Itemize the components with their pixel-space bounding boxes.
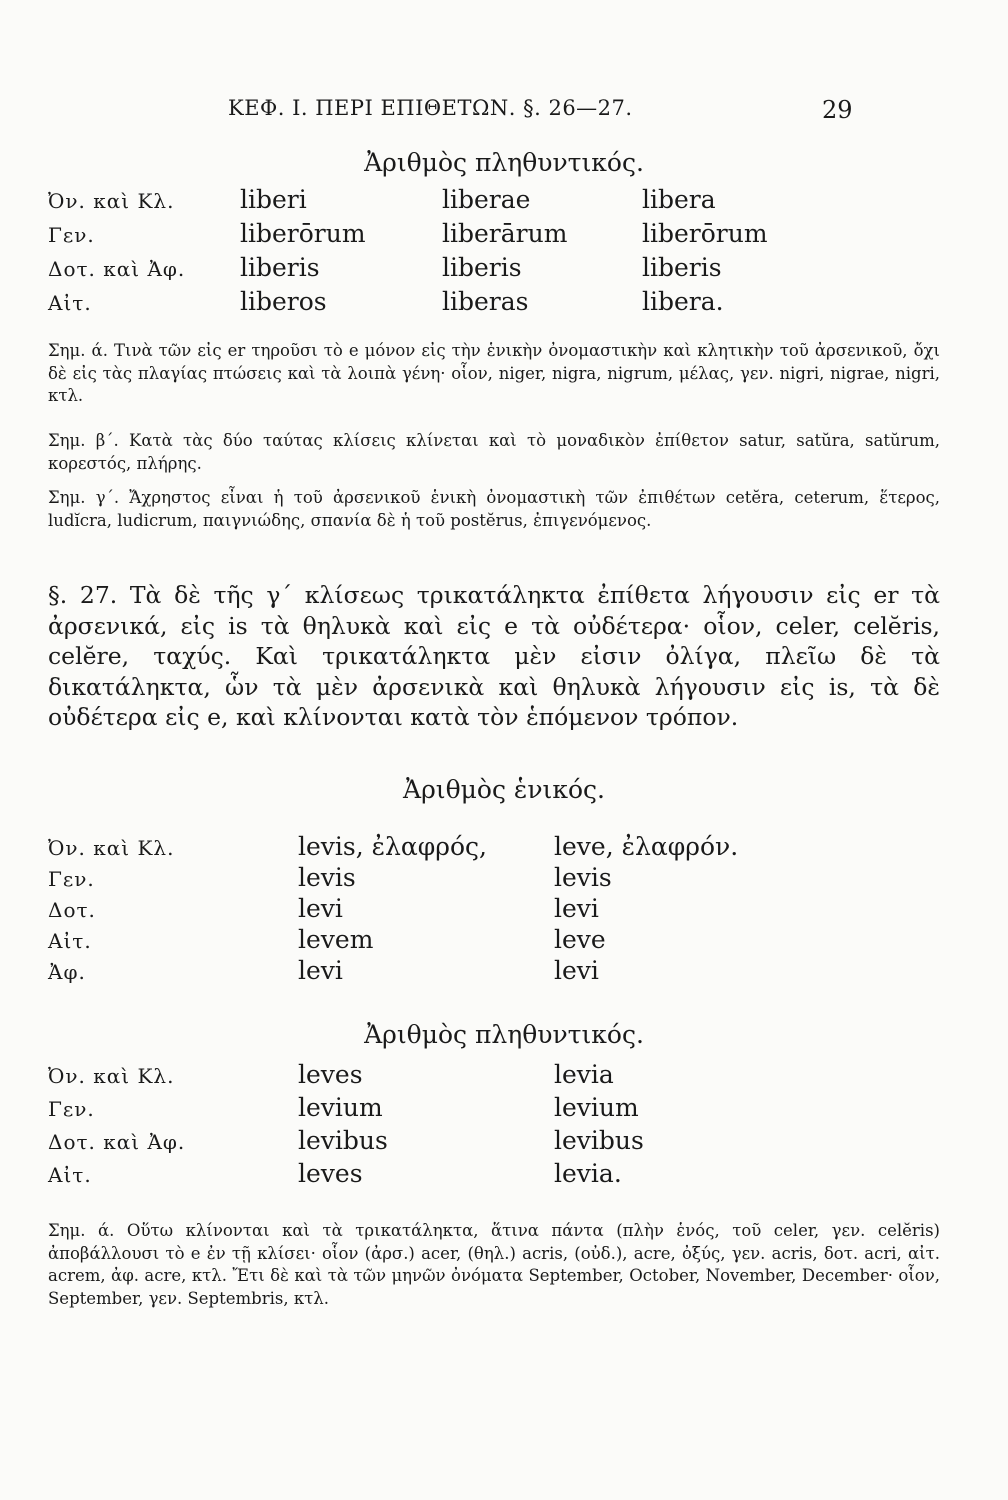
- table-row: [48, 925, 738, 956]
- form-cell: liberis: [240, 253, 320, 282]
- case-label: Ἀφ.: [48, 960, 86, 984]
- form-cell: levibus: [554, 1126, 644, 1155]
- table-row: [48, 1126, 644, 1159]
- table-row: [48, 185, 768, 219]
- form-cell: levi: [298, 956, 343, 985]
- note-alpha: Σημ. ά. Τινὰ τῶν εἰς er τηροῦσι τὸ e μόνον εἰς τὴν ἑνικὴν ὀνομαστικὴν καὶ κλητικὴν τοῦ ἀρσενικοῦ, ὄχι δὲ εἰς τὰς πλαγίας πτώσεις καὶ τὰ λοιπὰ γένη· οἷον, niger, nigra, nigrum, μέλας, γεν. nigri, nigrae, nigri, κτλ.: [48, 341, 940, 405]
- form-cell: leves: [298, 1060, 363, 1089]
- heading-singular: Ἀριθμὸς ἑνικός.: [403, 775, 605, 804]
- heading-plural-2: Ἀριθμὸς πληθυντικός.: [364, 1020, 644, 1049]
- form-cell: levia: [554, 1060, 614, 1089]
- case-label: Δοτ. καὶ Ἀφ.: [48, 257, 186, 281]
- declension-table-plural-1: [48, 185, 768, 321]
- form-cell: libera.: [642, 287, 724, 316]
- case-label: Αἰτ.: [48, 1163, 92, 1187]
- table-row: [48, 1159, 644, 1192]
- form-cell: levis: [298, 863, 356, 892]
- form-cell: levia.: [554, 1159, 622, 1188]
- case-label: Αἰτ.: [48, 929, 92, 953]
- form-cell: levi: [298, 894, 343, 923]
- form-cell: levi: [554, 956, 599, 985]
- table-row: [48, 832, 738, 863]
- heading-plural-1: Ἀριθμὸς πληθυντικός.: [364, 148, 644, 177]
- table-row: [48, 894, 738, 925]
- declension-table-plural-2: [48, 1060, 644, 1192]
- table-row: [48, 863, 738, 894]
- declension-table-singular: [48, 832, 738, 987]
- form-cell: liberārum: [442, 219, 568, 248]
- table-row: [48, 287, 768, 321]
- form-cell: levis, ἐλαφρός,: [298, 832, 487, 861]
- table-row: [48, 253, 768, 287]
- form-cell: levium: [554, 1093, 639, 1122]
- form-cell: levis: [554, 863, 612, 892]
- form-cell: liberae: [442, 185, 531, 214]
- form-cell: levem: [298, 925, 374, 954]
- form-cell: liberis: [442, 253, 522, 282]
- form-cell: liberi: [240, 185, 307, 214]
- form-cell: leve, ἐλαφρόν.: [554, 832, 739, 861]
- form-cell: liberos: [240, 287, 327, 316]
- table-row: [48, 1093, 644, 1126]
- form-cell: levibus: [298, 1126, 388, 1155]
- form-cell: liberōrum: [642, 219, 768, 248]
- case-label: Αἰτ.: [48, 291, 92, 315]
- running-header: ΚΕΦ. Ι. ΠΕΡΙ ΕΠΙΘΕΤΩΝ. §. 26—27.: [228, 96, 633, 120]
- note-final: Σημ. ά. Οὕτω κλίνονται καὶ τὰ τρικατάληκτα, ἅτινα πάντα (πλὴν ἑνός, τοῦ celer, γεν. celĕris) ἀποβάλλουσι τὸ e ἐν τῇ κλίσει· οἷον (ἀρσ.) acer, (θηλ.) acris, (οὐδ.), acre, ὀξύς, γεν. acris, δοτ. acri, αἰτ. acrem, ἀφ. acre, κτλ. Ἔτι δὲ καὶ τὰ τῶν μηνῶν ὀνόματα September, October, November, December· οἷον, September, γεν. Septembris, κτλ.: [48, 1221, 940, 1308]
- case-label: Δοτ. καὶ Ἀφ.: [48, 1130, 186, 1154]
- form-cell: levium: [298, 1093, 383, 1122]
- case-label: Δοτ.: [48, 898, 96, 922]
- form-cell: libera: [642, 185, 716, 214]
- case-label: Ὀν. καὶ Κλ.: [48, 1064, 175, 1088]
- form-cell: leve: [554, 925, 606, 954]
- case-label: Ὀν. καὶ Κλ.: [48, 189, 175, 213]
- form-cell: leves: [298, 1159, 363, 1188]
- case-label: Γεν.: [48, 867, 95, 891]
- table-row: [48, 1060, 644, 1093]
- table-row: [48, 219, 768, 253]
- note-gamma: Σημ. γ΄. Ἄχρηστος εἶναι ἡ τοῦ ἀρσενικοῦ ἑνικὴ ὀνομαστικὴ τῶν ἐπιθέτων cetĕra, ceterum, ἕτερος, ludĭcra, ludicrum, παιγνιώδης, σπανία δὲ ἡ τοῦ postĕrus, ἐπιγενόμενος.: [48, 488, 940, 530]
- form-cell: liberōrum: [240, 219, 366, 248]
- case-label: Ὀν. καὶ Κλ.: [48, 836, 175, 860]
- case-label: Γεν.: [48, 1097, 95, 1121]
- form-cell: levi: [554, 894, 599, 923]
- form-cell: liberas: [442, 287, 529, 316]
- form-cell: liberis: [642, 253, 722, 282]
- section-27-paragraph: §. 27. Τὰ δὲ τῆς γ΄ κλίσεως τρικατάληκτα ἐπίθετα λήγουσιν εἰς er τὰ ἀρσενικά, εἰς is τὰ θηλυκὰ καὶ εἰς e τὰ οὐδέτερα· οἷον, celer, celĕris, celĕre, ταχύς. Καὶ τρικατάληκτα μὲν εἰσιν ὀλίγα, πλεῖω δὲ τὰ δικατάληκτα, ὧν τὰ μὲν ἀρσενικὰ καὶ θηλυκὰ λήγουσιν εἰς is, τὰ δὲ οὐδέτερα εἰς e, καὶ κλίνονται κατὰ τὸν ἑπόμενον τρόπον.: [48, 581, 940, 731]
- case-label: Γεν.: [48, 223, 95, 247]
- note-beta: Σημ. β΄. Κατὰ τὰς δύο ταύτας κλίσεις κλίνεται καὶ τὸ μοναδικὸν ἐπίθετον satur, satŭra, satŭrum, κορεστός, πλήρης.: [48, 431, 940, 473]
- page-number: 29: [822, 96, 853, 124]
- table-row: [48, 956, 738, 987]
